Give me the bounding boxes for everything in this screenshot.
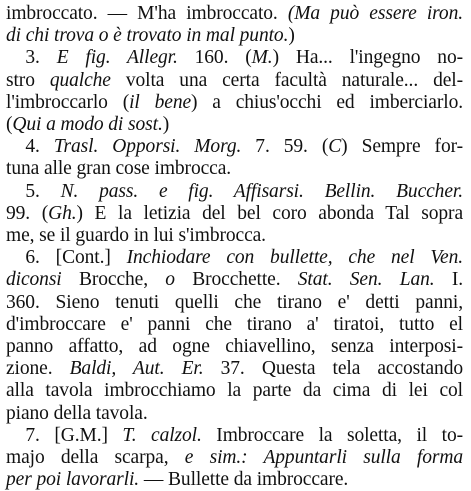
text-line	[6, 336, 463, 358]
text-line	[6, 447, 463, 469]
text-line	[6, 358, 463, 380]
text-line	[6, 181, 463, 203]
text-line	[6, 136, 463, 158]
text-line	[6, 225, 463, 247]
text-segment: 7. 59. (	[241, 136, 329, 158]
text-segment: ) Ha... l'ingegno no-	[272, 47, 464, 69]
italic-text-segment: Qui a modo di sost.	[12, 114, 163, 136]
text-line	[6, 425, 463, 447]
text-line	[6, 47, 463, 69]
italic-text-segment: T. calzol.	[122, 424, 202, 446]
text-line	[6, 403, 463, 425]
italic-text-segment: qualche	[49, 69, 111, 91]
text-segment: panno affatto, ad ogne chiavellino, senza interposi-	[6, 336, 463, 358]
text-segment: )	[162, 114, 170, 136]
italic-text-segment: (Ma può essere iron.	[287, 3, 463, 24]
text-line	[6, 70, 463, 92]
text-line	[6, 469, 463, 491]
text-segment: 4.	[6, 136, 54, 158]
text-segment: ) E la letizia del bel coro abonda Tal sopra	[76, 202, 463, 224]
text-segment: volta una certa facultà naturale... del-	[110, 69, 463, 91]
text-segment: — Bullette da imbroccare.	[139, 469, 349, 491]
text-segment: alla tavola imbrocchiamo la parte da cima di lei col	[6, 380, 463, 402]
italic-text-segment: per poi lavorarli.	[6, 469, 140, 491]
text-segment: 360. Sieno tenuti quelli che tirano e' detti panni,	[6, 291, 463, 313]
italic-text-segment: Inchiodare con bullette, che nel Ven.	[126, 247, 464, 269]
text-segment: Brocchette.	[174, 269, 298, 291]
text-segment: (	[6, 114, 13, 136]
italic-text-segment: Stat. Sen. Lan.	[297, 269, 435, 291]
italic-text-segment: Baldi, Aut. Er.	[69, 358, 204, 380]
text-segment: 99. (	[6, 202, 49, 224]
text-line	[6, 380, 463, 402]
italic-text-segment: di chi trova o è trovato in mal punto.	[6, 25, 289, 47]
text-segment: d'imbroccare e' panni che tirano a' tiratoi, tutto el	[6, 313, 463, 335]
text-line	[6, 269, 463, 291]
text-line	[6, 247, 463, 269]
text-segment: )	[288, 25, 295, 47]
text-segment: stro	[6, 69, 50, 91]
text-segment: 3.	[6, 47, 57, 69]
italic-text-segment: Trasl. Opporsi. Morg.	[53, 136, 242, 158]
italic-text-segment: Gh.	[48, 202, 77, 224]
italic-text-segment: E fig. Allegr.	[56, 47, 178, 69]
text-segment: I.	[434, 269, 463, 291]
text-segment: 37. Questa tela accostando	[203, 358, 463, 380]
text-segment: Brocche,	[61, 269, 166, 291]
italic-text-segment: N. pass. e fig. Affisarsi. Bellin. Buccher.	[60, 180, 463, 202]
text-line	[6, 314, 463, 336]
text-line	[6, 114, 463, 136]
text-segment: imbroccato. — M'ha imbroccato.	[6, 3, 288, 24]
text-segment: 160. (	[177, 47, 252, 69]
italic-text-segment: M.	[251, 47, 273, 69]
text-line	[6, 158, 463, 180]
text-line	[6, 92, 463, 114]
text-segment: zione.	[6, 358, 70, 380]
text-segment: 7. [G.M.]	[6, 424, 123, 446]
text-segment: me, se il guardo in lui s'imbrocca.	[6, 225, 266, 247]
text-segment: Imbroccare la soletta, il to-	[201, 424, 463, 446]
text-segment: l'imbroccarlo (	[6, 91, 130, 113]
italic-text-segment: e sim.: Appuntarli sulla forma	[184, 447, 463, 469]
italic-text-segment: C	[328, 136, 342, 158]
text-line	[6, 292, 463, 314]
italic-text-segment: diconsi	[6, 269, 62, 291]
text-segment: 6. [Cont.]	[6, 247, 127, 269]
text-segment: ) a chius'occhi ed imberciarlo.	[191, 91, 464, 113]
text-segment: ) Sempre for-	[341, 136, 463, 158]
text-segment: 5.	[6, 180, 61, 202]
italic-text-segment: o	[165, 269, 175, 291]
text-line	[6, 25, 463, 47]
text-segment: majo della scarpa,	[6, 447, 185, 469]
text-segment: tuna alle gran cose imbrocca.	[6, 158, 232, 180]
text-line	[6, 203, 463, 225]
italic-text-segment: il bene	[129, 91, 192, 113]
text-line	[6, 3, 463, 25]
text-segment: piano della tavola.	[6, 402, 148, 424]
